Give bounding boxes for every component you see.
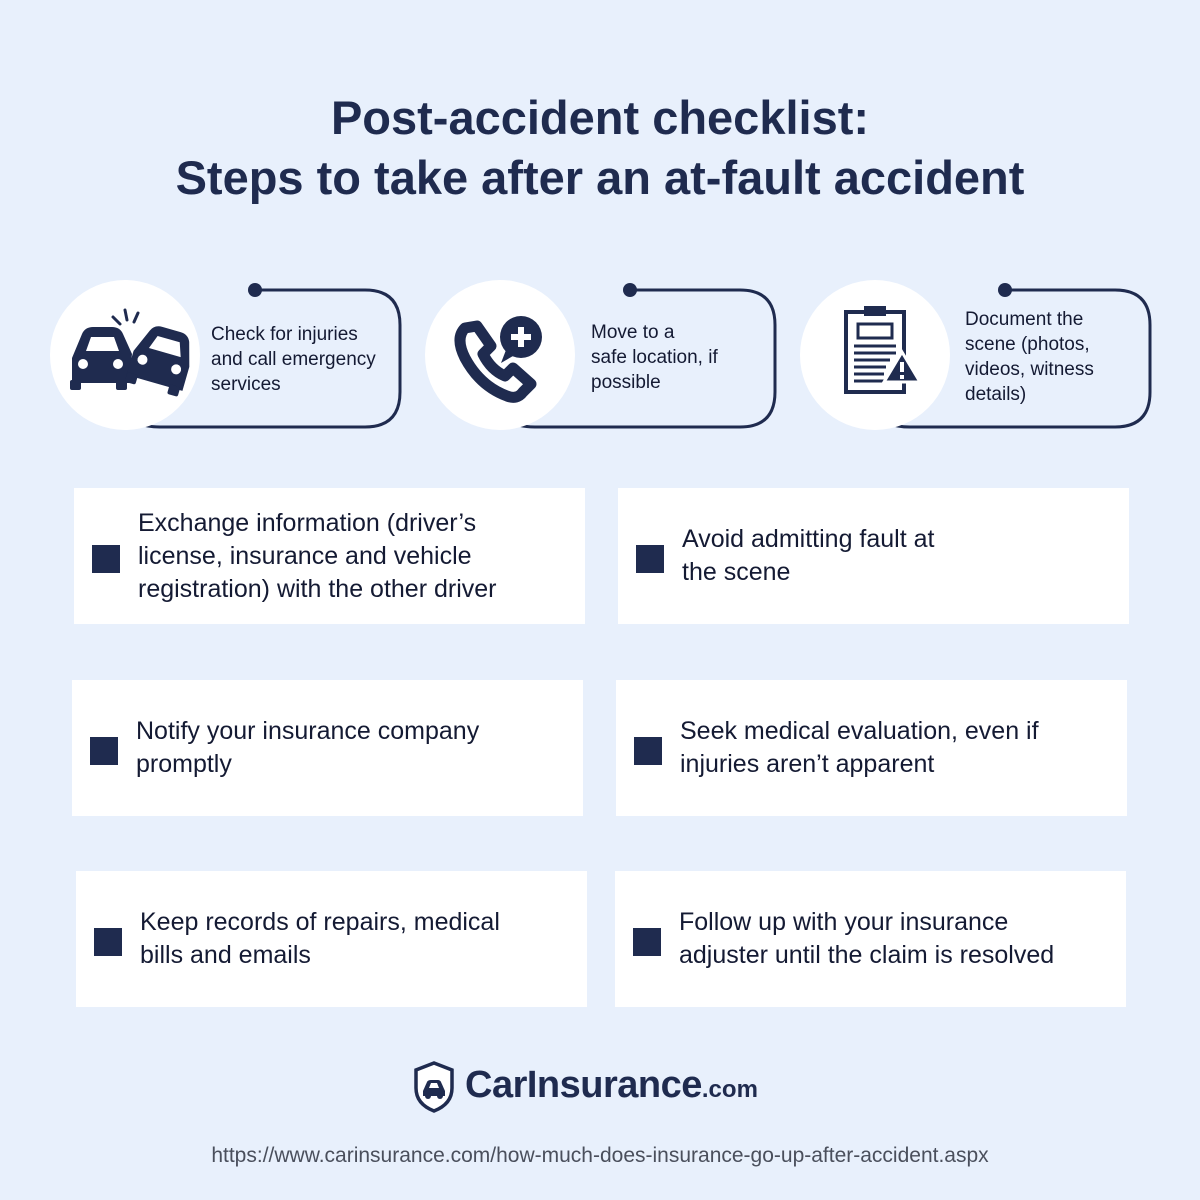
step-card-safe-location [425,280,785,440]
checkbox-square-icon [634,737,662,765]
checklist-item-text: Notify your insurance company promptly [136,717,480,778]
step-card-document [800,280,1160,440]
checkbox-square-icon [94,928,122,956]
page-title: Post-accident checklist: [330,91,870,144]
checkbox-square-icon [92,545,120,573]
clipboard-warning-icon [800,280,950,430]
step-text: Document the scene (photos, videos, witness details) [965,309,1094,405]
shield-car-icon [412,1060,456,1114]
step-text: Check for injuries and call emergency services [211,324,376,395]
checklist-item-exchange-info [74,488,585,624]
checklist-item-notify-insurer [72,680,583,816]
step-icon-circle [50,280,200,430]
source-url: https://www.carinsurance.com/how-much-does-insurance-go-up-after-accident.aspx [211,1144,989,1167]
phone-medical-icon [425,280,575,430]
step-icon-circle [425,280,575,430]
checklist-item-medical [616,680,1127,816]
step-icon-circle [800,280,950,430]
checklist-item-text: Follow up with your insurance adjuster until the claim is resolved [679,908,1055,969]
checklist-item-text: Avoid admitting fault at the scene [682,525,935,586]
car-crash-icon [50,280,200,430]
checkbox-square-icon [633,928,661,956]
page-subtitle: Steps to take after an at-fault accident [175,151,1025,204]
checkbox-square-icon [90,737,118,765]
checklist-item-text: Seek medical evaluation, even if injuries aren’t apparent [680,717,1039,778]
step-card-injuries [50,280,410,440]
step-text: Move to a safe location, if possible [591,322,718,393]
checklist-item-follow-up [615,871,1126,1007]
checklist-item-text: Keep records of repairs, medical bills and emails [140,908,500,969]
brand-name: CarInsurance.com [465,1064,758,1106]
brand-logo [410,1058,800,1118]
checklist-item-avoid-fault [618,488,1129,624]
checklist-item-text: Exchange information (driver’s license, insurance and vehicle registration) with the other driver [138,508,497,603]
checklist-item-keep-records [76,871,587,1007]
checkbox-square-icon [636,545,664,573]
